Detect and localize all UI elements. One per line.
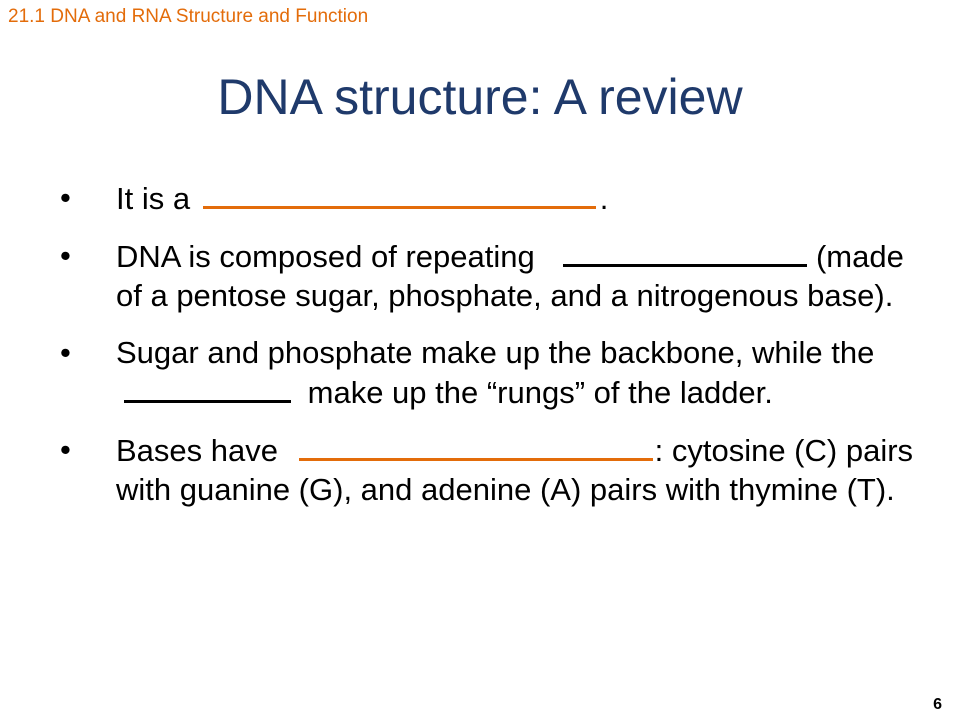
section-header: 21.1 DNA and RNA Structure and Function (8, 6, 369, 27)
bullet-item (60, 236, 920, 315)
bullet-text-after: make up the “rungs” of the ladder. (307, 375, 773, 410)
bullet-text-before: It is a (116, 181, 191, 216)
fill-in-blank (299, 430, 653, 461)
bullet-marker: • (60, 238, 71, 273)
bullet-item (60, 333, 920, 412)
bullet-item (60, 430, 920, 509)
bullet-item (60, 178, 920, 218)
bullet-text-after: . (599, 181, 609, 216)
bullet-marker: • (60, 335, 71, 370)
bullet-text-after: (made of a pentose sugar, phosphate, and a nitrogenous base). (116, 239, 904, 313)
fill-in-blank (563, 236, 807, 267)
bullet-text-before: Sugar and phosphate make up the backbone, while the (116, 335, 875, 370)
slide-title: DNA structure: A review (217, 69, 743, 125)
bullet-text-after: : cytosine (C) pairs with guanine (G), and adenine (A) pairs with thymine (T). (116, 433, 914, 507)
bullet-marker: • (60, 432, 71, 467)
bullet-text-before: DNA is composed of repeating (116, 239, 535, 274)
bullet-list (60, 178, 920, 527)
fill-in-blank (124, 372, 291, 403)
bullet-marker: • (60, 180, 71, 215)
bullet-text-before: Bases have (116, 433, 278, 468)
fill-in-blank (203, 178, 596, 209)
page-number: 6 (933, 696, 942, 713)
